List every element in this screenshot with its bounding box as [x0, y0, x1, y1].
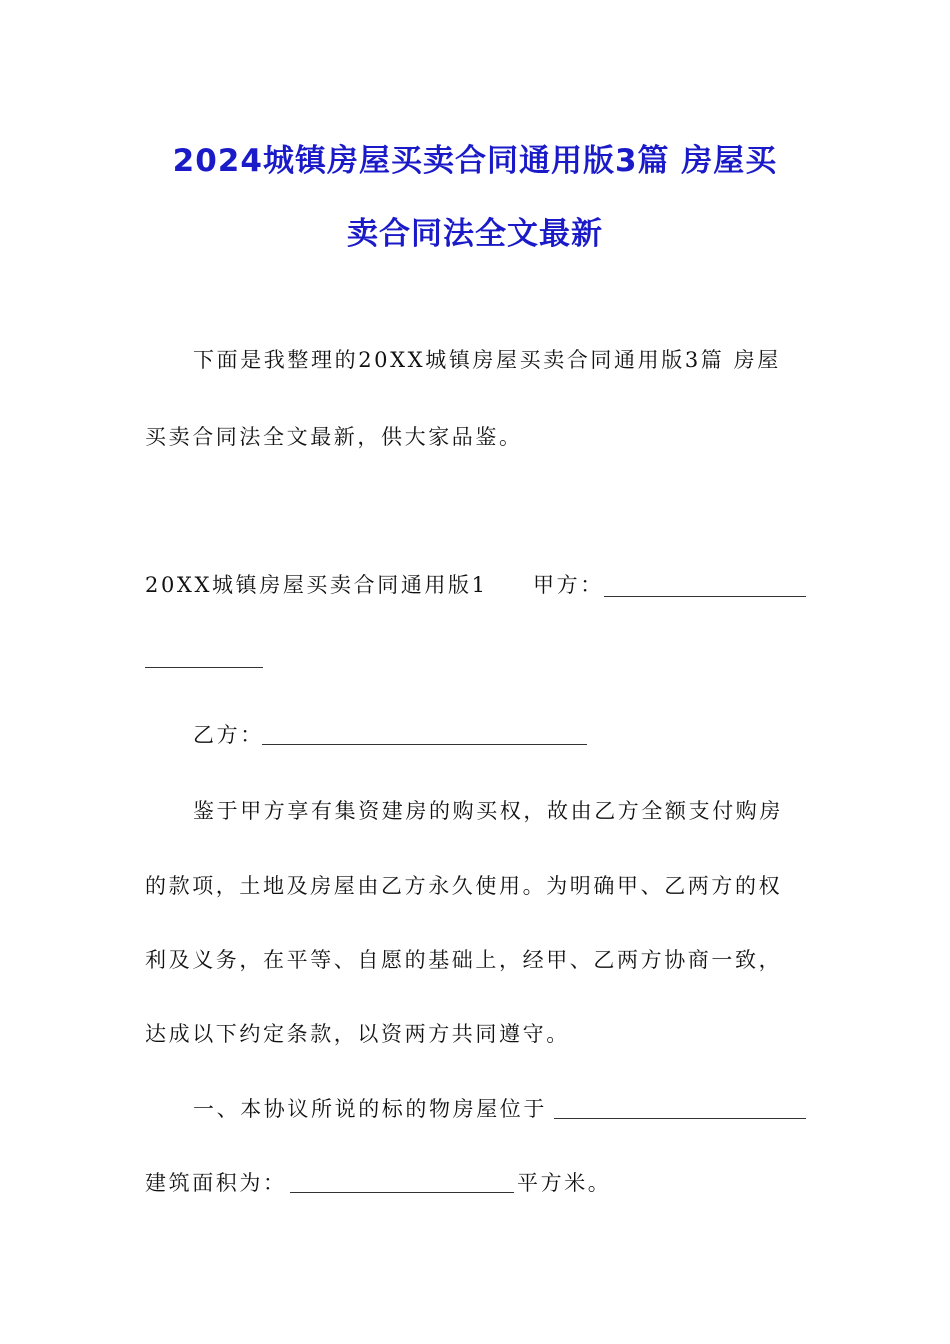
clause-1-line-2-prefix: 建筑面积为：: [145, 1171, 287, 1195]
party-a-label: 甲方：: [533, 573, 604, 597]
property-location-blank: [554, 1118, 806, 1119]
preamble-line-2: 的款项，土地及房屋由乙方永久使用。为明确甲、乙两方的权: [145, 874, 783, 898]
intro-line-2: 买卖合同法全文最新，供大家品鉴。: [145, 425, 523, 449]
contract-heading: 20XX城镇房屋买卖合同通用版1: [145, 573, 488, 597]
party-b-label: 乙方：: [193, 723, 264, 747]
clause-1-line-2-suffix: 平方米。: [517, 1171, 612, 1195]
clause-1-line-1: 一、本协议所说的标的物房屋位于: [193, 1097, 547, 1121]
party-b-blank: [262, 744, 587, 745]
party-a-blank-continued: [145, 667, 263, 668]
contract-heading-row: [145, 570, 488, 600]
intro-line-1: 下面是我整理的20XX城镇房屋买卖合同通用版3篇 房屋: [193, 348, 781, 372]
party-b-row: [193, 720, 264, 750]
document-title-line-1: 2024城镇房屋买卖合同通用版3篇 房屋买: [172, 143, 778, 179]
preamble-line-3: 利及义务，在平等、自愿的基础上，经甲、乙两方协商一致，: [145, 948, 783, 972]
document-title-line-2: 卖合同法全文最新: [347, 216, 603, 252]
preamble-line-1: 鉴于甲方享有集资建房的购买权，故由乙方全额支付购房: [193, 799, 783, 823]
party-a-blank: [604, 596, 806, 597]
party-a-row: [533, 570, 604, 600]
preamble-line-4: 达成以下约定条款，以资两方共同遵守。: [145, 1022, 570, 1046]
floor-area-blank: [290, 1192, 514, 1193]
